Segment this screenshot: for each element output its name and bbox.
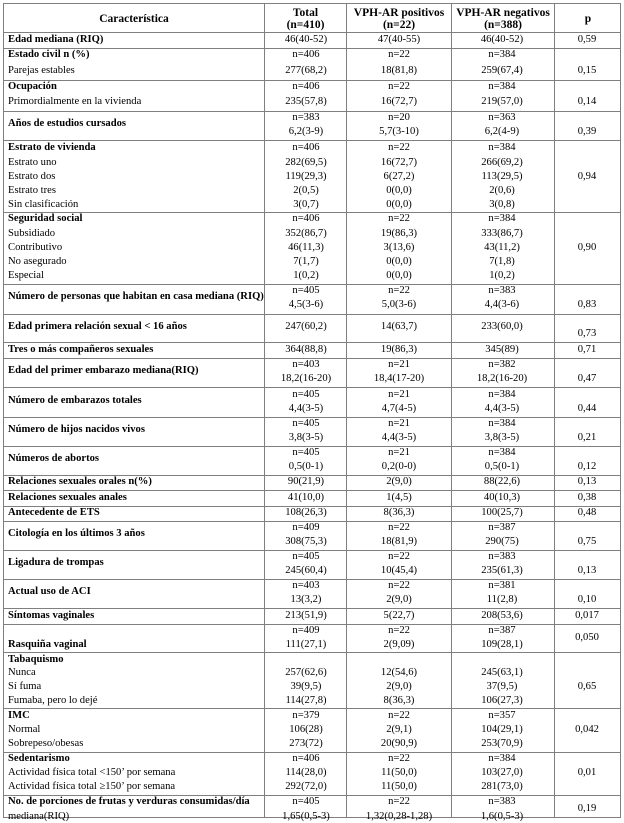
positive-cell: 3(13,6) — [383, 242, 415, 253]
total-cell: n=405 — [292, 796, 320, 807]
p-value-cell: 0,39 — [577, 126, 597, 137]
positive-cell: n=22 — [388, 580, 410, 591]
row-label: Parejas estables — [8, 65, 75, 76]
row-label: No. de porciones de frutas y verduras consumidas/día — [8, 796, 250, 807]
positive-cell: 18(81,9) — [380, 536, 418, 547]
p-value-cell: 0,15 — [577, 65, 597, 76]
total-cell: 7(1,7) — [293, 256, 319, 267]
total-cell: 6,2(3-9) — [288, 126, 324, 137]
p-value-cell: 0,38 — [577, 492, 597, 503]
positive-cell: n=21 — [388, 359, 410, 370]
positive-cell: 11(50,0) — [381, 767, 417, 778]
negative-cell: n=387 — [488, 522, 516, 533]
total-cell: n=405 — [292, 447, 320, 458]
row-label: Estado civil n (%) — [8, 49, 90, 60]
negative-cell: n=384 — [488, 753, 516, 764]
row-separator — [4, 387, 620, 388]
p-value-cell: 0,21 — [577, 432, 597, 443]
negative-cell: 88(22,6) — [483, 476, 521, 487]
row-separator — [4, 652, 620, 653]
p-value-cell: 0,050 — [575, 632, 599, 643]
positive-cell: 14(63,7) — [380, 321, 418, 332]
total-cell: 46(11,3) — [288, 242, 324, 253]
positive-cell: 4,7(4-5) — [381, 403, 417, 414]
row-label: No asegurado — [8, 256, 67, 267]
positive-cell: n=21 — [388, 389, 410, 400]
total-cell: n=383 — [292, 112, 320, 123]
total-cell: 277(68,2) — [285, 65, 327, 76]
total-cell: 3(0,7) — [293, 199, 319, 210]
positive-cell: n=21 — [388, 418, 410, 429]
negative-cell: n=384 — [488, 142, 516, 153]
table-body — [3, 32, 621, 822]
negative-cell: n=383 — [488, 796, 516, 807]
total-cell: 4,5(3-6) — [288, 299, 324, 310]
p-value-cell: 0,90 — [577, 242, 597, 253]
negative-cell: n=384 — [488, 389, 516, 400]
total-cell: n=409 — [292, 625, 320, 636]
negative-cell: 113(29,5) — [481, 171, 523, 182]
total-cell: 257(62,6) — [285, 667, 327, 678]
total-cell: 18,2(16-20) — [280, 373, 332, 384]
total-cell: 39(9,5) — [290, 681, 322, 692]
row-label: Estrato tres — [8, 185, 56, 196]
negative-cell: 7(1,8) — [489, 256, 515, 267]
row-label: mediana(RIQ) — [8, 811, 70, 822]
row-label: Antecedente de ETS — [8, 507, 100, 518]
total-cell: n=406 — [292, 142, 320, 153]
positive-cell: 6(27,2) — [383, 171, 415, 182]
positive-cell: 2(9,0) — [386, 681, 412, 692]
row-label: IMC — [8, 710, 30, 721]
positive-cell: 5,0(3-6) — [381, 299, 417, 310]
positive-cell: 4,4(3-5) — [381, 432, 417, 443]
total-cell: 235(57,8) — [285, 96, 327, 107]
positive-cell: 0(0,0) — [386, 185, 412, 196]
total-cell: n=379 — [292, 710, 320, 721]
negative-cell: 1,6(0,5-3) — [480, 811, 524, 822]
row-label: Sedentarismo — [8, 753, 70, 764]
row-label: Actividad física total <150’ por semana — [8, 767, 176, 778]
positive-cell: 16(72,7) — [380, 96, 418, 107]
total-cell: 108(26,3) — [285, 507, 327, 518]
positive-cell: n=21 — [388, 447, 410, 458]
positive-cell: 10(45,4) — [380, 565, 418, 576]
negative-cell: n=382 — [488, 359, 516, 370]
row-label: Número de personas que habitan en casa mediana (RIQ) — [8, 291, 264, 302]
row-separator — [4, 490, 620, 491]
total-cell: 111(27,1) — [285, 639, 327, 650]
positive-cell: 5(22,7) — [383, 610, 415, 621]
negative-cell: n=363 — [488, 112, 516, 123]
negative-cell: n=384 — [488, 81, 516, 92]
p-value-cell: 0,44 — [577, 403, 597, 414]
positive-cell: 2(9,1) — [386, 724, 412, 735]
negative-cell: 4,4(3-6) — [484, 299, 520, 310]
negative-cell: 219(57,0) — [481, 96, 523, 107]
negative-cell: 266(69,2) — [481, 157, 523, 168]
negative-cell: 281(73,0) — [481, 781, 523, 792]
total-cell: 247(60,2) — [285, 321, 327, 332]
positive-cell: 2(9,0) — [386, 594, 412, 605]
header-total: Total (n=410) — [286, 7, 325, 31]
positive-cell: 18,4(17-20) — [373, 373, 425, 384]
positive-cell: 12(54,6) — [380, 667, 418, 678]
positive-cell: n=22 — [388, 522, 410, 533]
negative-cell: n=384 — [488, 213, 516, 224]
p-value-cell: 0,10 — [577, 594, 597, 605]
p-value-cell: 0,19 — [577, 803, 597, 814]
positive-cell: 2(9,09) — [383, 639, 415, 650]
negative-cell: 104(29,1) — [481, 724, 523, 735]
row-label: Edad mediana (RIQ) — [8, 34, 104, 45]
positive-cell: 0(0,0) — [386, 256, 412, 267]
p-value-cell: 0,48 — [577, 507, 597, 518]
positive-cell: 0(0,0) — [386, 199, 412, 210]
negative-cell: 100(25,7) — [481, 507, 523, 518]
row-label: Número de embarazos totales — [8, 395, 142, 406]
row-label: Contributivo — [8, 242, 63, 253]
p-value-cell: 0,01 — [577, 767, 597, 778]
row-label: Número de hijos nacidos vivos — [8, 424, 145, 435]
total-cell: n=403 — [292, 580, 320, 591]
negative-cell: n=381 — [488, 580, 516, 591]
negative-cell: 6,2(4-9) — [484, 126, 520, 137]
positive-cell: 2(9,0) — [386, 476, 412, 487]
negative-cell: n=384 — [488, 49, 516, 60]
positive-cell: n=22 — [388, 81, 410, 92]
negative-cell: 18,2(16-20) — [476, 373, 528, 384]
positive-cell: n=22 — [388, 142, 410, 153]
negative-cell: 333(86,7) — [481, 228, 523, 239]
p-value-cell: 0,017 — [575, 610, 599, 621]
positive-cell: 0(0,0) — [386, 270, 412, 281]
negative-cell: 1(0,2) — [489, 270, 515, 281]
header-vph-positive: VPH-AR positivos (n=22) — [353, 7, 445, 31]
p-value-cell: 0,13 — [577, 565, 597, 576]
row-label: Relaciones sexuales anales — [8, 492, 127, 503]
positive-cell: n=22 — [388, 551, 410, 562]
total-cell: 119(29,3) — [285, 171, 327, 182]
negative-cell: 43(11,2) — [484, 242, 520, 253]
positive-cell: 19(86,3) — [380, 344, 418, 355]
negative-cell: 208(53,6) — [481, 610, 523, 621]
total-cell: 13(3,2) — [290, 594, 322, 605]
total-cell: 245(60,4) — [285, 565, 327, 576]
total-cell: 106(28) — [289, 724, 323, 735]
row-separator — [4, 314, 620, 315]
total-cell: 90(21,9) — [287, 476, 325, 487]
row-label: Citología en los últimos 3 años — [8, 528, 145, 539]
row-label: Actual uso de ACI — [8, 586, 91, 597]
p-value-cell: 0,042 — [575, 724, 599, 735]
row-label: Ocupación — [8, 81, 57, 92]
total-cell: 114(27,8) — [285, 695, 327, 706]
positive-cell: n=22 — [388, 213, 410, 224]
total-cell: n=405 — [292, 418, 320, 429]
negative-cell: 103(27,0) — [481, 767, 523, 778]
negative-cell: 37(9,5) — [486, 681, 518, 692]
row-separator — [4, 608, 620, 609]
positive-cell: n=22 — [388, 625, 410, 636]
negative-cell: 235(61,3) — [481, 565, 523, 576]
total-cell: 352(86,7) — [285, 228, 327, 239]
total-cell: n=406 — [292, 753, 320, 764]
total-cell: n=405 — [292, 285, 320, 296]
row-separator — [4, 342, 620, 343]
row-label: Ligadura de trompas — [8, 557, 104, 568]
p-value-cell: 0,59 — [577, 34, 597, 45]
row-label: Normal — [8, 724, 41, 735]
positive-cell: 0,2(0-0) — [381, 461, 417, 472]
total-cell: 41(10,0) — [287, 492, 325, 503]
negative-cell: 106(27,3) — [481, 695, 523, 706]
positive-cell: 20(90,9) — [380, 738, 418, 749]
negative-cell: 290(75) — [485, 536, 519, 547]
row-separator — [4, 708, 620, 709]
total-cell: 0,5(0-1) — [288, 461, 324, 472]
negative-cell: 3,8(3-5) — [484, 432, 520, 443]
total-cell: 114(28,0) — [285, 767, 327, 778]
total-cell: 282(69,5) — [285, 157, 327, 168]
header-vph-negative: VPH-AR negativos (n=388) — [456, 7, 550, 31]
row-label: Actividad física total ≥150’ por semana — [8, 781, 176, 792]
header-p-value: p — [584, 13, 592, 25]
positive-cell: 18(81,8) — [380, 65, 418, 76]
p-value-cell: 0,75 — [577, 536, 597, 547]
total-cell: n=406 — [292, 81, 320, 92]
row-label: Tabaquismo — [8, 654, 64, 665]
total-cell: 2(0,5) — [293, 185, 319, 196]
positive-cell: n=22 — [388, 710, 410, 721]
p-value-cell: 0,83 — [577, 299, 597, 310]
negative-cell: n=383 — [488, 551, 516, 562]
positive-cell: n=22 — [388, 796, 410, 807]
total-cell: 1,65(0,5-3) — [282, 811, 330, 822]
negative-cell: 0,5(0-1) — [484, 461, 520, 472]
negative-cell: 11(2,8) — [486, 594, 518, 605]
p-value-cell: 0,13 — [577, 476, 597, 487]
negative-cell: n=357 — [488, 710, 516, 721]
p-value-cell: 0,94 — [577, 171, 597, 182]
negative-cell: n=384 — [488, 418, 516, 429]
total-cell: n=403 — [292, 359, 320, 370]
positive-cell: n=20 — [388, 112, 410, 123]
positive-cell: n=22 — [388, 285, 410, 296]
positive-cell: 16(72,7) — [380, 157, 418, 168]
total-cell: 364(88,8) — [285, 344, 327, 355]
negative-cell: n=384 — [488, 447, 516, 458]
p-value-cell: 0,65 — [577, 681, 597, 692]
negative-cell: 245(63,1) — [481, 667, 523, 678]
row-label: Subsidiado — [8, 228, 56, 239]
positive-cell: 1,32(0,28-1,28) — [365, 811, 433, 822]
row-separator — [4, 140, 620, 141]
negative-cell: n=387 — [488, 625, 516, 636]
positive-cell: n=22 — [388, 753, 410, 764]
row-label: Especial — [8, 270, 44, 281]
negative-cell: 4,4(3-5) — [484, 403, 520, 414]
row-label: Sin clasificación — [8, 199, 79, 210]
negative-cell: n=383 — [488, 285, 516, 296]
row-label: Fumaba, pero lo dejé — [8, 695, 98, 706]
positive-cell: 8(36,3) — [383, 695, 415, 706]
total-cell: 3,8(3-5) — [288, 432, 324, 443]
negative-cell: 345(89) — [485, 344, 519, 355]
total-cell: 292(72,0) — [285, 781, 327, 792]
row-label: Relaciones sexuales orales n(%) — [8, 476, 152, 487]
total-cell: 308(75,3) — [285, 536, 327, 547]
positive-cell: 19(86,3) — [380, 228, 418, 239]
p-value-cell: 0,14 — [577, 96, 597, 107]
p-value-cell: 0,71 — [577, 344, 597, 355]
p-value-cell: 0,73 — [577, 328, 597, 339]
header-characteristic: Característica — [99, 13, 169, 25]
positive-cell: n=22 — [388, 49, 410, 60]
row-label: Estrato uno — [8, 157, 57, 168]
total-cell: 46(40-52) — [284, 34, 328, 45]
positive-cell: 1(4,5) — [386, 492, 412, 503]
total-cell: n=406 — [292, 49, 320, 60]
total-cell: n=409 — [292, 522, 320, 533]
positive-cell: 47(40-55) — [377, 34, 421, 45]
row-label: Sí fuma — [8, 681, 42, 692]
row-label: Primordialmente en la vivienda — [8, 96, 142, 107]
negative-cell: 46(40-52) — [480, 34, 524, 45]
positive-cell: 8(36,3) — [383, 507, 415, 518]
row-label: Edad del primer embarazo mediana(RIQ) — [8, 365, 199, 376]
row-label: Tres o más compañeros sexuales — [8, 344, 154, 355]
positive-cell: 5,7(3-10) — [379, 126, 419, 137]
p-value-cell: 0,47 — [577, 373, 597, 384]
negative-cell: 233(60,0) — [481, 321, 523, 332]
total-cell: 4,4(3-5) — [288, 403, 324, 414]
p-value-cell: 0,12 — [577, 461, 597, 472]
total-cell: 1(0,2) — [293, 270, 319, 281]
table-header — [3, 3, 621, 33]
row-label: Seguridad social — [8, 213, 83, 224]
positive-cell: 11(50,0) — [381, 781, 417, 792]
total-cell: n=405 — [292, 551, 320, 562]
row-label: Síntomas vaginales — [8, 610, 95, 621]
total-cell: 273(72) — [289, 738, 323, 749]
row-label: Estrato de vivienda — [8, 142, 96, 153]
row-label: Estrato dos — [8, 171, 56, 182]
characteristics-table — [3, 3, 621, 822]
negative-cell: 109(28,1) — [481, 639, 523, 650]
row-label: Sobrepeso/obesas — [8, 738, 84, 749]
negative-cell: 253(70,9) — [481, 738, 523, 749]
negative-cell: 259(67,4) — [481, 65, 523, 76]
total-cell: n=406 — [292, 213, 320, 224]
negative-cell: 40(10,3) — [483, 492, 521, 503]
row-label: Nunca — [8, 667, 36, 678]
row-label: Años de estudios cursados — [8, 118, 127, 129]
total-cell: n=405 — [292, 389, 320, 400]
negative-cell: 2(0,6) — [489, 185, 515, 196]
row-label: Rasquiña vaginal — [8, 639, 87, 650]
negative-cell: 3(0,8) — [489, 199, 515, 210]
total-cell: 213(51,9) — [285, 610, 327, 621]
row-label: Edad primera relación sexual < 16 años — [8, 321, 187, 332]
row-label: Números de abortos — [8, 453, 100, 464]
